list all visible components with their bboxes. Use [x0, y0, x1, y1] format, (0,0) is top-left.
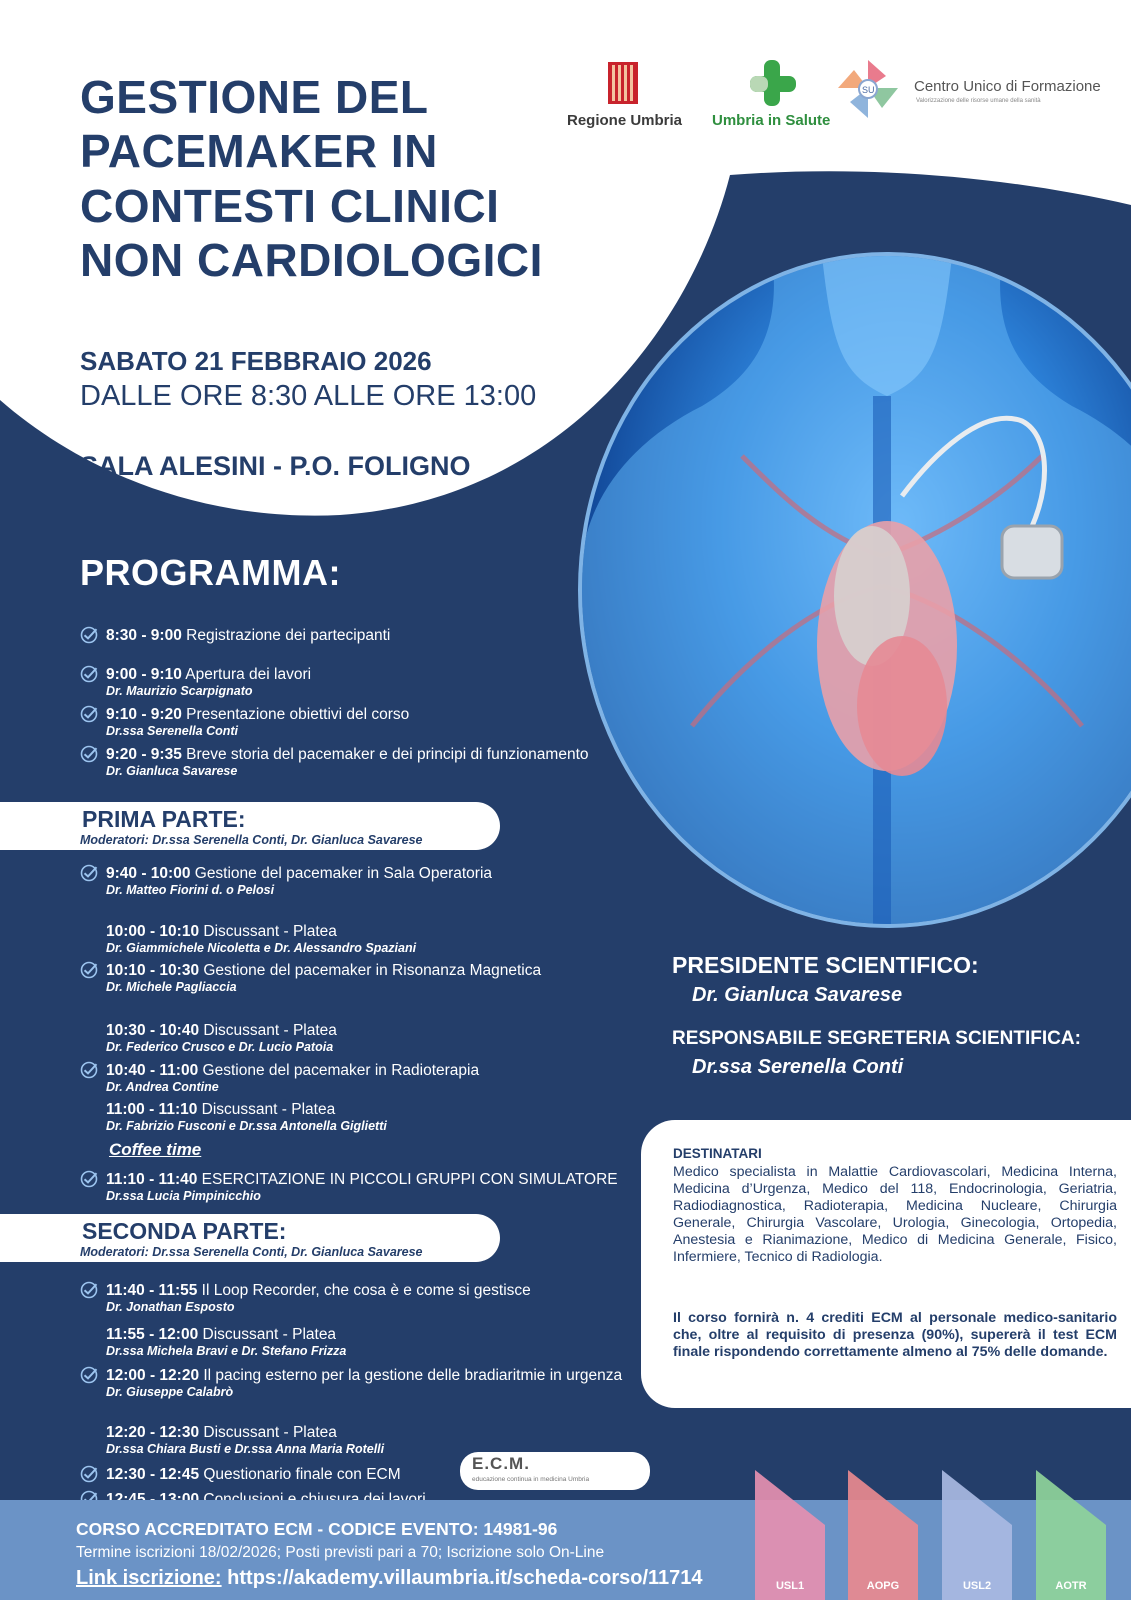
title-line: NON CARDIOLOGICI [80, 233, 543, 286]
ecm-badge [460, 1452, 650, 1490]
program-item-body [106, 746, 626, 779]
event-venue: SALA ALESINI - P.O. FOLIGNO [80, 451, 471, 481]
program-speaker: Dr.ssa Chiara Busti e Dr.ssa Anna Maria Rotelli [106, 1442, 385, 1456]
program-time: 11:40 - 11:55 [106, 1282, 198, 1299]
cuf-subtitle: Valorizzazione delle risorse umane della sanità [916, 98, 1041, 104]
program-topic: Gestione del pacemaker in Radioterapia [198, 1062, 480, 1079]
program-topic: Discussant - Platea [199, 923, 337, 940]
formazione-mark-icon [836, 58, 900, 120]
program-speaker: Dr.ssa Michela Bravi e Dr. Stefano Frizza [106, 1344, 347, 1358]
credits-text: Il corso fornirà n. 4 crediti ECM al personale medico-sanitario che, oltre al requisito di presenza (90%), supererà il test ECM finale rispondendo correttamente almeno al 75% delle domande. [673, 1310, 1117, 1360]
program-speaker: Dr. Matteo Fiorini d. o Pelosi [106, 883, 275, 897]
program-speaker: Dr.ssa Lucia Pimpinicchio [106, 1189, 261, 1203]
prima-parte-banner [0, 802, 500, 850]
program-speaker: Dr. Federico Crusco e Dr. Lucio Patoia [106, 1040, 334, 1054]
seconda-parte-title: SECONDA PARTE: [82, 1218, 287, 1244]
ecm-subtitle: educazione continua in medicina Umbria [472, 1476, 590, 1483]
health-cross-icon [748, 58, 798, 108]
program-topic: Discussant - Platea [198, 1326, 337, 1343]
program-item-body [106, 1171, 626, 1204]
program-item-body [106, 865, 626, 898]
secretary-label: RESPONSABILE SEGRETERIA SCIENTIFICA: [672, 1028, 1081, 1049]
svg-text:SU: SU [862, 85, 875, 95]
umbria-salute-label: Umbria in Salute [712, 112, 831, 129]
program-time: 10:00 - 10:10 [106, 923, 200, 940]
program-topic: Presentazione obiettivi del corso [181, 706, 410, 723]
registration-info: Termine iscrizioni 18/02/2026; Posti previsti pari a 70; Iscrizione solo On-Line [76, 1544, 605, 1561]
partner-label: USL1 [775, 1580, 805, 1592]
registration-link-label: Link iscrizione: [76, 1567, 222, 1589]
ecm-title: E.C.M. [472, 1454, 530, 1473]
program-topic: Discussant - Platea [199, 1424, 337, 1441]
partner-flag [755, 1470, 825, 1600]
partner-flag [1036, 1470, 1106, 1600]
accreditation-line: CORSO ACCREDITATO ECM - CODICE EVENTO: 14981-96 [76, 1519, 558, 1539]
program-topic: Il pacing esterno per la gestione delle bradiaritmie in urgenza [199, 1367, 623, 1384]
program-time: 9:10 - 9:20 [106, 706, 182, 723]
program-item-body [106, 1101, 626, 1134]
program-speaker: Dr. Giuseppe Calabrò [106, 1385, 234, 1399]
checkmark-icon [80, 1366, 98, 1384]
president-name: Dr. Gianluca Savarese [692, 984, 903, 1006]
registration-link-row [76, 1567, 703, 1590]
program-time: 10:40 - 11:00 [106, 1062, 199, 1079]
seconda-parte-banner [0, 1214, 500, 1262]
program-time: 12:20 - 12:30 [106, 1424, 200, 1441]
program-heading: PROGRAMMA: [80, 552, 341, 593]
program-speaker: Dr. Jonathan Esposto [106, 1300, 235, 1314]
event-date: SABATO 21 FEBBRAIO 2026 [80, 346, 432, 376]
regione-label: Regione Umbria [567, 112, 683, 129]
program-speaker: Dr.ssa Serenella Conti [106, 724, 239, 738]
program-item-body [106, 1282, 626, 1315]
cuf-label: Centro Unico di Formazione [914, 78, 1101, 95]
program-time: 9:40 - 10:00 [106, 865, 191, 882]
program-item-body [106, 1326, 626, 1359]
program-time: 11:00 - 11:10 [106, 1101, 198, 1118]
program-item-body [106, 1022, 626, 1055]
checkmark-icon [80, 665, 98, 683]
coffee-break: Coffee time [109, 1140, 202, 1159]
program-topic: Discussant - Platea [199, 1022, 337, 1039]
checkmark-icon [80, 745, 98, 763]
program-item-body [106, 923, 626, 956]
checkmark-icon [80, 1465, 98, 1483]
recipients-label: DESTINATARI [673, 1146, 762, 1161]
chest-heart-image [582, 256, 1131, 924]
program-topic: Registrazione dei partecipanti [181, 627, 391, 644]
program-time: 12:30 - 12:45 [106, 1466, 200, 1483]
checkmark-icon [80, 864, 98, 882]
checkmark-icon [80, 961, 98, 979]
program-item-body [106, 666, 626, 699]
program-item-body [106, 1062, 626, 1095]
program-speaker: Dr. Michele Pagliaccia [106, 980, 237, 994]
program-item-body [106, 1367, 626, 1400]
program-item-body [106, 706, 626, 739]
program-topic: Apertura dei lavori [181, 666, 312, 683]
president-label: PRESIDENTE SCIENTIFICO: [672, 952, 979, 978]
partner-label: USL2 [962, 1580, 992, 1592]
program-topic: Gestione del pacemaker in Risonanza Magnetica [199, 962, 542, 979]
registration-link[interactable]: https://akademy.villaumbria.it/scheda-corso/11714 [227, 1567, 703, 1589]
checkmark-icon [80, 1281, 98, 1299]
partner-flag [848, 1470, 918, 1600]
program-topic: Discussant - Platea [197, 1101, 336, 1118]
checkmark-icon [80, 1170, 98, 1188]
program-time: 9:20 - 9:35 [106, 746, 182, 763]
program-speaker: Dr. Giammichele Nicoletta e Dr. Alessandro Spaziani [106, 941, 417, 955]
regione-emblem-icon [608, 62, 638, 104]
program-speaker: Dr. Andrea Contine [106, 1080, 219, 1094]
partner-flag [942, 1470, 1012, 1600]
title-line: GESTIONE DEL [80, 71, 429, 123]
program-topic: Gestione del pacemaker in Sala Operatoria [190, 865, 493, 882]
program-time: 11:55 - 12:00 [106, 1326, 199, 1343]
title-line: CONTESTI CLINICI [80, 179, 500, 232]
partner-label: AOTR [1055, 1580, 1087, 1592]
program-time: 11:10 - 11:40 [106, 1171, 198, 1188]
recipients-box [641, 1120, 1131, 1408]
partner-label: AOPG [866, 1580, 900, 1592]
checkmark-icon [80, 705, 98, 723]
program-time: 10:30 - 10:40 [106, 1022, 200, 1039]
program-item-body [106, 962, 626, 995]
program-item-body [106, 627, 626, 644]
title-line: PACEMAKER IN [80, 125, 438, 178]
recipients-text: Medico specialista in Malattie Cardiovascolari, Medicina Interna, Medicina d’Urgenza, Medico del 118, Endocrinologia, Geriatria, Radiodiagnostica, Radioterapia, Medicina Nucleare, Chirurgia Generale, Chirurgia Vascolare, Urologia, Ginecologia, Ortopedia, Anestesia e Rianimazione, Medico di Medicina Generale, Fisico, Infermiere, Tecnico di Radiologia. [673, 1164, 1117, 1265]
program-topic: Il Loop Recorder, che cosa è e come si gestisce [197, 1282, 531, 1299]
program-time: 12:00 - 12:20 [106, 1367, 200, 1384]
program-topic: Questionario finale con ECM [199, 1466, 401, 1483]
program-speaker: Dr. Fabrizio Fusconi e Dr.ssa Antonella Giglietti [106, 1119, 387, 1133]
prima-parte-title: PRIMA PARTE: [82, 806, 246, 832]
event-hours: DALLE ORE 8:30 ALLE ORE 13:00 [80, 380, 537, 412]
program-topic: Breve storia del pacemaker e dei principi di funzionamento [181, 746, 589, 763]
program-time: 9:00 - 9:10 [106, 666, 182, 683]
prima-parte-moderators: Moderatori: Dr.ssa Serenella Conti, Dr. Gianluca Savarese [80, 833, 423, 847]
program-time: 8:30 - 9:00 [106, 627, 182, 644]
checkmark-icon [80, 1061, 98, 1079]
program-speaker: Dr. Maurizio Scarpignato [106, 684, 253, 698]
seconda-parte-moderators: Moderatori: Dr.ssa Serenella Conti, Dr. Gianluca Savarese [80, 1245, 423, 1259]
secretary-name: Dr.ssa Serenella Conti [692, 1056, 904, 1078]
program-speaker: Dr. Gianluca Savarese [106, 764, 238, 778]
program-topic: ESERCITAZIONE IN PICCOLI GRUPPI CON SIMULATORE [197, 1171, 618, 1188]
program-time: 10:10 - 10:30 [106, 962, 200, 979]
checkmark-icon [80, 626, 98, 644]
